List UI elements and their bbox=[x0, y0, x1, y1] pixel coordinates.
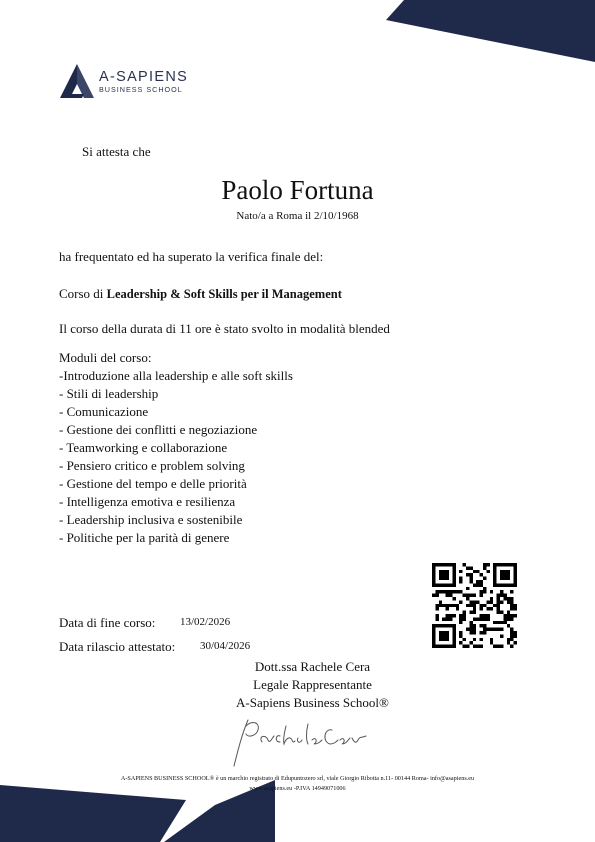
intro-text: Si attesta che bbox=[82, 144, 151, 159]
footer-line1: A-SAPIENS BUSINESS SCHOOL® è un marchio registrato di Edupuntozero srl, viale Giorgio Ribotta n.11- 00144 Roma- info@asapiens.eu bbox=[120, 775, 475, 782]
list-item: - Pensiero critico e problem solving bbox=[59, 458, 245, 473]
signature-icon bbox=[228, 712, 373, 770]
brand-name-line1: A-SAPIENS bbox=[99, 69, 189, 85]
list-item: - Leadership inclusiva e sostenibile bbox=[59, 512, 243, 527]
end-date-value: 13/02/2026 bbox=[180, 616, 231, 628]
list-item: - Gestione dei conflitti e negoziazione bbox=[59, 422, 258, 437]
list-item: - Intelligenza emotiva e resilienza bbox=[59, 494, 236, 509]
list-item: - Teamworking e collaborazione bbox=[59, 440, 228, 455]
brand-name bbox=[99, 69, 188, 95]
issue-date-label: Data rilascio attestato: bbox=[59, 639, 176, 654]
signatory-organization: A-Sapiens Business School® bbox=[236, 695, 389, 710]
birth-info: Nato/a a Roma il 2/10/1968 bbox=[236, 210, 359, 222]
course-line bbox=[59, 285, 342, 303]
modules-list bbox=[59, 349, 293, 547]
end-date-label: Data di fine corso: bbox=[59, 615, 156, 630]
course-prefix: Corso di bbox=[59, 286, 107, 301]
top-right-corner-shape bbox=[0, 0, 595, 70]
modules-title: Moduli del corso: bbox=[59, 350, 152, 365]
signatory-name: Dott.ssa Rachele Cera bbox=[254, 659, 371, 674]
duration-text: Il corso della durata di 11 ore è stato svolto in modalità blended bbox=[59, 321, 390, 336]
list-item: - Stili di leadership bbox=[59, 386, 159, 401]
footer-line2: www.asapiens.eu -P.IVA 14949071006 bbox=[249, 785, 346, 792]
course-name: Leadership & Soft Skills per il Management bbox=[106, 287, 342, 301]
list-item: - Comunicazione bbox=[59, 404, 149, 419]
qr-code-icon bbox=[432, 563, 517, 648]
list-item: - Gestione del tempo e delle priorità bbox=[59, 476, 247, 491]
recipient-name: Paolo Fortuna bbox=[221, 175, 374, 205]
issue-date-value: 30/04/2026 bbox=[200, 640, 251, 652]
signatory-role: Legale Rappresentante bbox=[253, 677, 372, 692]
list-item: -Introduzione alla leadership e alle soft skills bbox=[59, 368, 293, 383]
brand-name-line2: BUSINESS SCHOOL bbox=[99, 85, 183, 94]
list-item: - Politiche per la parità di genere bbox=[59, 530, 230, 545]
attended-text: ha frequentato ed ha superato la verifica finale del: bbox=[59, 249, 324, 264]
footer bbox=[0, 774, 595, 794]
logo-mark-icon bbox=[60, 64, 94, 100]
